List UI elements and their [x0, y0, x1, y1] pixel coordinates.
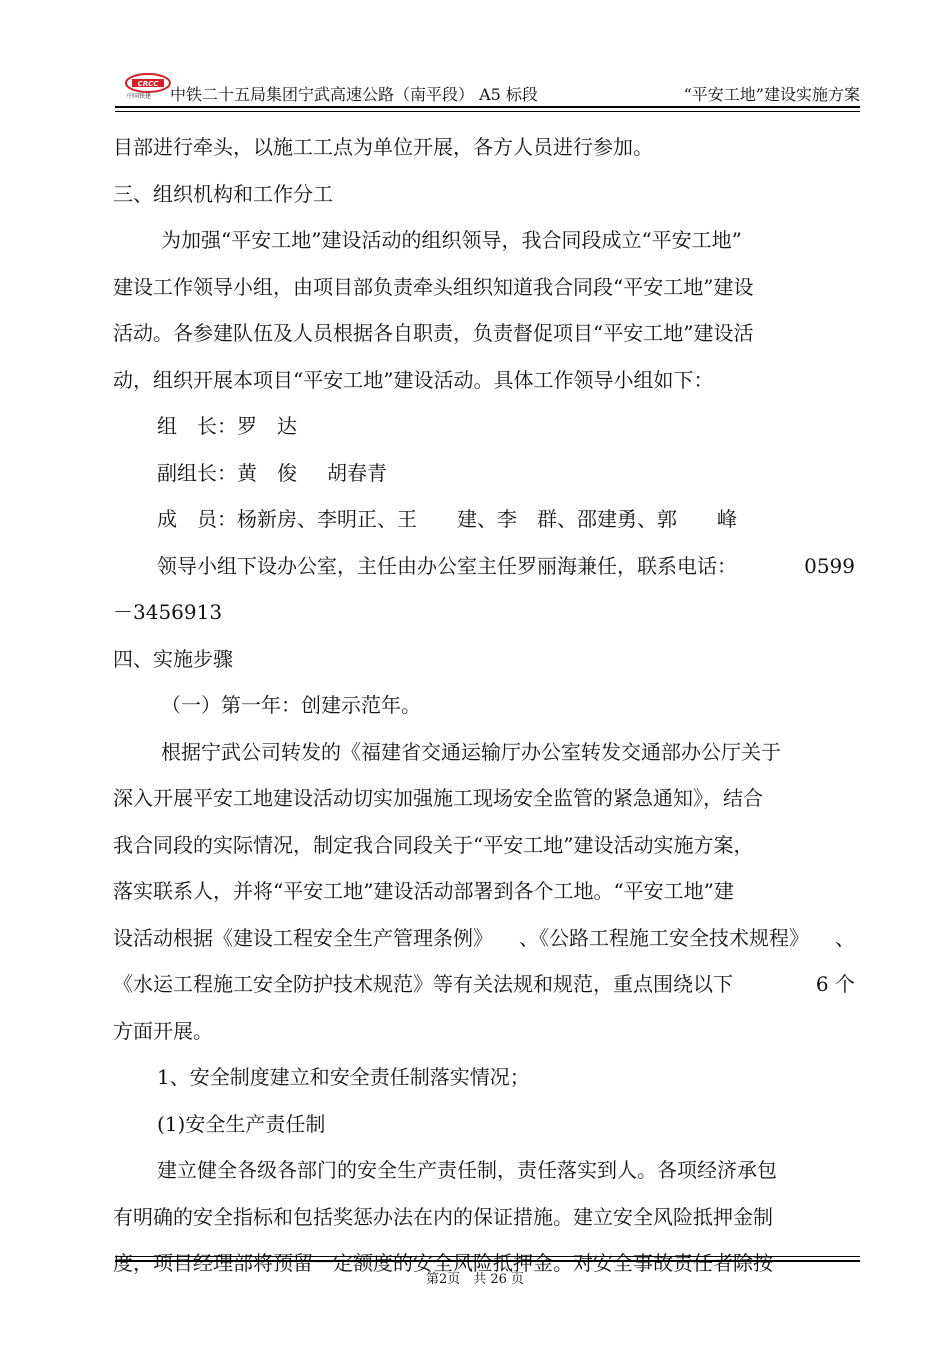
- paragraph-line: [113, 915, 863, 962]
- deputy-leader-name-2: 胡春青: [327, 460, 387, 485]
- paragraph-line: 为加强“平安工地”建设活动的组织领导，我合同段成立“平安工地”: [161, 228, 742, 252]
- deputy-leader-line: [113, 450, 863, 497]
- regulation-ref-1: 设活动根据《建设工程安全生产管理条例》: [113, 925, 493, 950]
- paragraph-line: 方面开展。: [113, 1018, 213, 1043]
- list-item: 1、安全制度建立和安全责任制落实情况；: [157, 1065, 530, 1089]
- section-heading: 四、实施步骤: [113, 646, 233, 671]
- crcc-logo: [123, 72, 173, 100]
- comma: 、: [835, 925, 855, 950]
- subsection-heading: （一）第一年：创建示范年。: [161, 693, 421, 717]
- svg-text:中国铁建: 中国铁建: [126, 93, 152, 100]
- paragraph-line: 目部进行牵头，以施工工点为单位开展，各方人员进行参加。: [113, 135, 653, 159]
- footer-rule-thin: [115, 1256, 860, 1257]
- office-line: [113, 543, 863, 590]
- paragraph-line: 活动。各参建队伍及人员根据各自职责，负责督促项目“平安工地”建设活: [113, 321, 754, 345]
- phone-prefix: 0599: [804, 553, 855, 578]
- paragraph-line: 我合同段的实际情况，制定我合同段关于“平安工地”建设活动实施方案，: [113, 832, 754, 857]
- paragraph-line: 深入开展平安工地建设活动切实加强施工现场安全监管的紧急通知》，结合: [113, 786, 763, 810]
- paragraph-line: 有明确的安全指标和包括奖惩办法在内的保证措施。建立安全风险抵押金制: [113, 1204, 773, 1229]
- members-line: 成 员：杨新房、李明正、王 建、李 群、邵建勇、郭 峰: [157, 507, 737, 531]
- svg-text:CRCC: CRCC: [137, 80, 159, 88]
- page-header: [115, 70, 860, 110]
- header-project-title: 中铁二十五局集团宁武高速公路（南平段） A5 标段: [170, 85, 538, 104]
- list-subitem: (1)安全生产责任制: [157, 1111, 326, 1136]
- aspect-count: 6 个: [815, 972, 855, 996]
- regulation-ref-3: 《水运工程施工安全防护技术规范》等有关法规和规范，重点围绕以下: [113, 972, 733, 996]
- paragraph-line: 根据宁武公司转发的《福建省交通运输厅办公室转发交通部办公厅关于: [161, 739, 781, 764]
- paragraph-line: 动，组织开展本项目“平安工地”建设活动。具体工作领导小组如下：: [113, 367, 714, 392]
- document-body: [113, 124, 863, 1287]
- paragraph-line: 建设工作领导小组，由项目部负责牵头组织知道我合同段“平安工地”建设: [113, 274, 754, 299]
- paragraph-line: [113, 961, 863, 1008]
- page-number: 第2页 共 26 页: [425, 1272, 525, 1287]
- header-document-title: “平安工地”建设实施方案: [683, 85, 860, 104]
- header-rule-thin: [115, 111, 860, 112]
- footer-rule-thick: [115, 1260, 860, 1262]
- paragraph-line: 建立健全各级各部门的安全生产责任制，责任落实到人。各项经济承包: [157, 1158, 777, 1182]
- header-rule-thick: [115, 106, 860, 108]
- deputy-leader-name: 副组长：黄 俊: [157, 460, 297, 485]
- section-heading: 三、组织机构和工作分工: [113, 181, 333, 206]
- phone-number: －3456913: [113, 600, 223, 624]
- paragraph-line: 落实联系人，并将“平安工地”建设活动部署到各个工地。“平安工地”建: [113, 879, 734, 903]
- regulation-ref-2: 、《公路工程施工安全技术规程》: [519, 925, 809, 950]
- office-text: 领导小组下设办公室，主任由办公室主任罗丽海兼任，联系电话：: [157, 553, 737, 578]
- paragraph-line: 度，项目经理部将预留一定额度的安全风险抵押金。对安全事故责任者除按: [113, 1251, 773, 1275]
- leader-line: 组 长：罗 达: [157, 414, 297, 438]
